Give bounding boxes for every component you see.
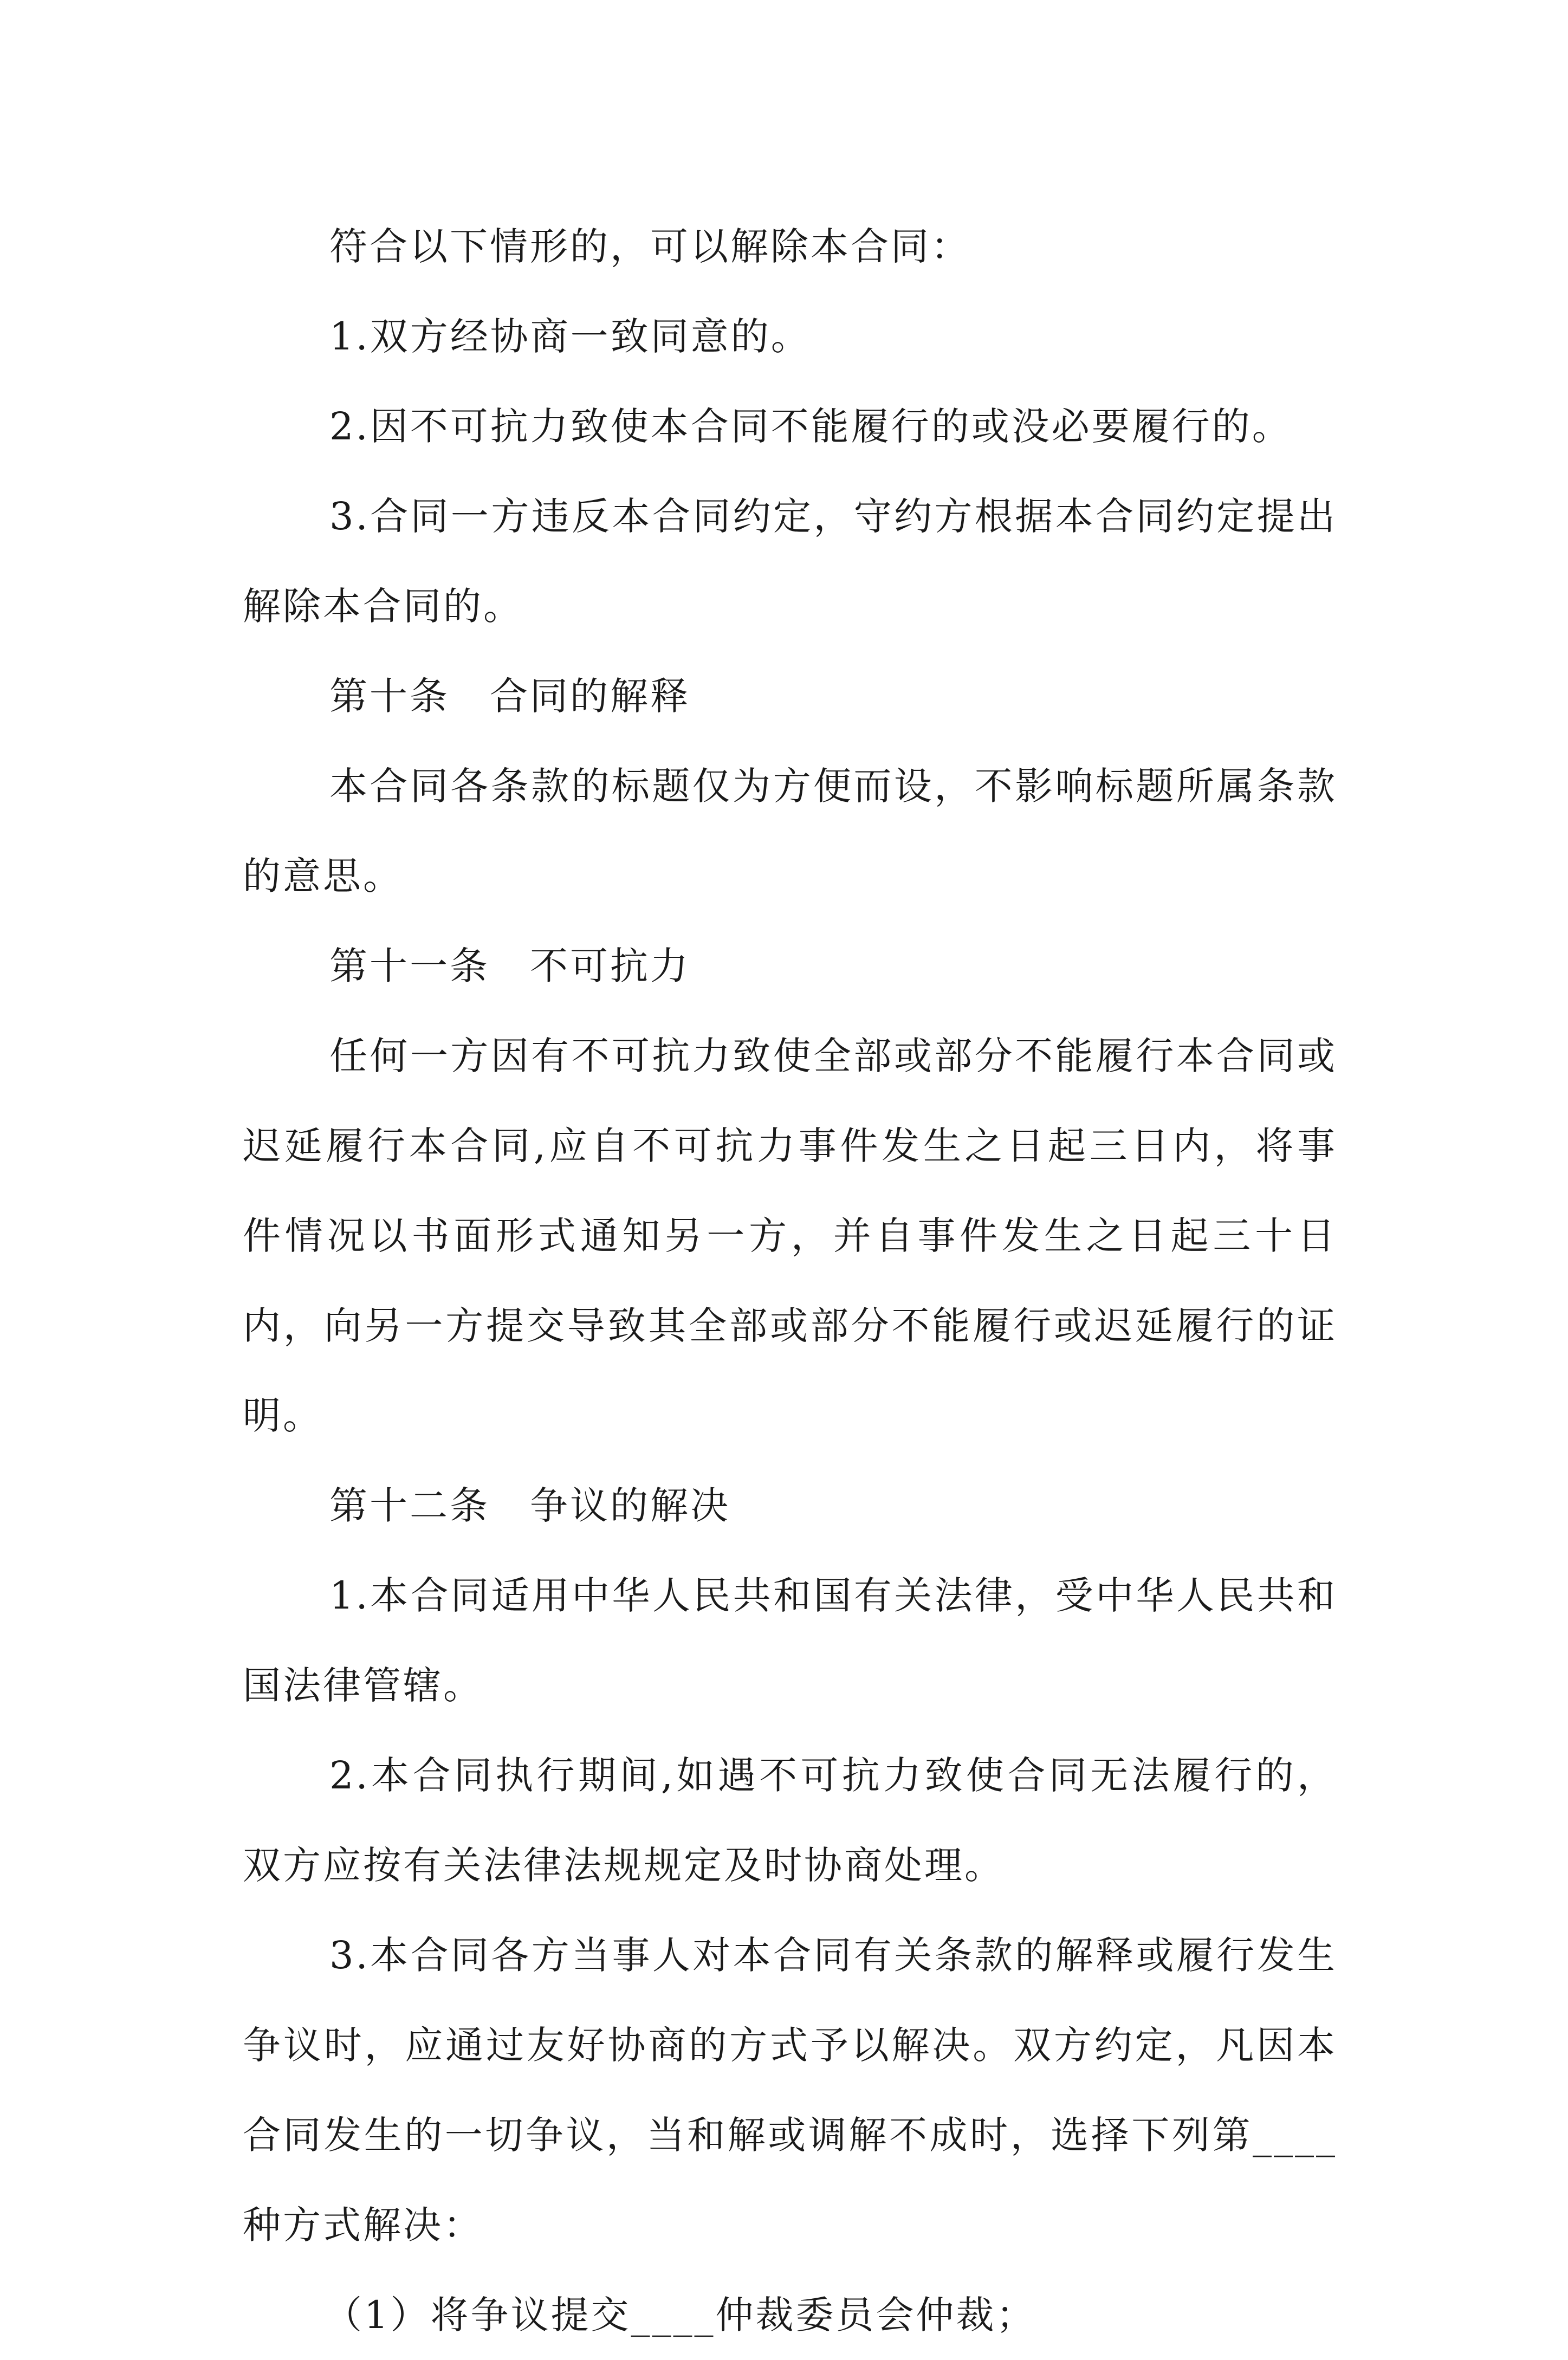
heading-article-12: 第十二条 争议的解决 xyxy=(329,1483,730,1528)
paragraph-interpretation: 本合同各条款的标题仅为方便而设，不影响标题所属条款的意思。 xyxy=(243,764,1337,898)
paragraph-force-majeure: 任何一方因有不可抗力致使全部或部分不能履行本合同或迟延履行本合同,应自不可抗力事件发生之日起三日内，将事件情况以书面形式通知另一方，并自事件发生之日起三十日内，向另一方提交导致其全部或部分不能履行或迟延履行的证明。 xyxy=(243,1034,1337,1438)
paragraph-dispute-item-1: 1.本合同适用中华人民共和国有关法律，受中华人民共和国法律管辖。 xyxy=(243,1573,1337,1708)
paragraph-dispute-item-3: 3.本合同各方当事人对本合同有关条款的解释或履行发生争议时，应通过友好协商的方式予以解决。双方约定，凡因本合同发生的一切争议，当和解或调解不成时，选择下列第____种方式解决： xyxy=(243,1933,1337,2247)
paragraph-termination-item-3: 3.合同一方违反本合同约定，守约方根据本合同约定提出解除本合同的。 xyxy=(243,494,1337,628)
heading-article-11: 第十一条 不可抗力 xyxy=(329,944,690,988)
document-body xyxy=(243,202,1337,2360)
paragraph-dispute-item-2: 2.本合同执行期间,如遇不可抗力致使合同无法履行的，双方应按有关法律法规规定及时协商处理。 xyxy=(243,1753,1337,1888)
paragraph-termination-item-2: 2.因不可抗力致使本合同不能履行的或没必要履行的。 xyxy=(329,404,1292,449)
paragraph-termination-intro: 符合以下情形的，可以解除本合同： xyxy=(329,224,971,269)
paragraph-termination-item-1: 1.双方经协商一致同意的。 xyxy=(329,314,811,359)
heading-article-10: 第十条 合同的解释 xyxy=(329,674,690,718)
paragraph-dispute-option-1: （1）将争议提交____仲裁委员会仲裁； xyxy=(324,2293,1036,2337)
